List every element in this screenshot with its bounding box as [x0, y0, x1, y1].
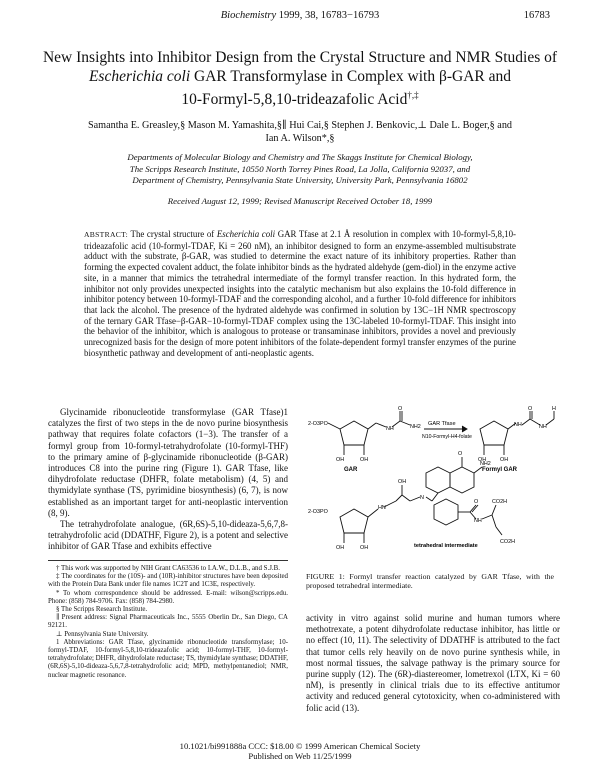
title-line-1: New Insights into Inhibitor Design from the Crystal Structure and NMR Studies of [42, 49, 558, 66]
title-line-3: 10-Formyl-5,8,10-trideazafolic Acid†,‡ [181, 90, 419, 109]
label-enzyme: GAR Tfase [428, 421, 456, 427]
intro-paragraph-2: The tetrahydrofolate analogue, (6R,6S)-5,10-dideaza-5,6,7,8-tetrahydrofolic acid (DDATHF, Figure 2), is a potent and selective inhibitor of GAR Tfase and exhibits effective [48, 519, 288, 552]
label-nh: NH [386, 426, 394, 432]
label-oh: OH [500, 457, 509, 463]
label-oh: OH [360, 457, 369, 463]
page-footer [0, 741, 600, 762]
footnote: ‡ The coordinates for the (10S)- and (10R)-inhibitor structures have been deposited with the Protein Data Bank under file names 1C2T and 1C3E, respectively. [48, 573, 288, 589]
label-nh: NH [539, 424, 547, 430]
label-n: N [420, 495, 424, 501]
label-nh: NH [474, 518, 482, 524]
figure-1-reaction-scheme [306, 401, 560, 567]
footnote: § The Scripps Research Institute. [56, 606, 148, 614]
intro-paragraph-1: Glycinamide ribonucleotide transformylase (GAR Tfase)1 catalyzes the first of two steps in the de novo purine biosynthesis pathway that requires folate cofactors (1−3). The transfer of a formyl group from 10-formyl-tetrahydrofolate (10-formyl-THF) to the primary amine of β-glycinamide ribonucleotide (β-GAR) introduces C8 into the purine ring (Figure 1). GAR Tfase, like dihydrofolate reductase (DHFR, folate metabolism) (4, 5) and thymidylate synthase (TS, pyrimidine biosynthesis) (6, 7), is now established as an important target for anti-neoplastic intervention (8, 9). [48, 407, 288, 518]
article-title [40, 48, 560, 109]
footnote-divider [48, 560, 288, 561]
affiliation-line-2: The Scripps Research Institute, 10550 North Torrey Pines Road, La Jolla, California 92037, and [129, 163, 471, 174]
label-tetrahedral-intermediate: tetrahedral intermediate [414, 543, 478, 549]
label-co2h: CO2H [500, 539, 515, 545]
footnote: ∥ Present address: Signal Pharmaceuticals Inc., 5555 Oberlin Dr., San Diego, CA 92121. [48, 614, 288, 630]
citation: 1999, 38, 16783−16793 [278, 10, 380, 21]
label-nh2: NH2 [410, 424, 421, 430]
label-formyl-gar: Formyl GAR [482, 467, 518, 473]
footnote: † This work was supported by NIH Grant CA63536 to I.A.W., D.L.B., and S.J.B. [56, 565, 280, 572]
doi-copyright: 10.1021/bi991888a CCC: $18.00 © 1999 American Chemical Society [179, 741, 421, 751]
publication-date: Published on Web 11/25/1999 [248, 751, 352, 762]
authors-line-1: Samantha E. Greasley,§ Mason M. Yamashita,§∥ Hui Cai,§ Stephen J. Benkovic,⊥ Dale L. Boger,§ and [87, 120, 513, 131]
abstract-text: GAR Tfase at 2.1 Å resolution in complex with 10-formyl-5,8,10-trideazafolic acid (10-formyl-TDAF, Ki = 260 nM), an inhibitor designed to form an enzyme-assembled multisubstrate adduct with the substrate, β-GAR, was studied to determine the exact nature of its inhibitory properties. Rather than forming the expected covalent adduct, the folate inhibitor binds as the hydrated aldehyde (gem-diol) in the enzyme active site, in a manner that mimics the tetrahedral intermediate of the formyl transfer reaction. In this hydrated form, the inhibitor not only provides unexpected insights into the catalytic mechanism but also explains the 10-fold difference in inhibitor potency between 10-formyl-TDAF and the corresponding alcohol, and a further 10-fold difference for inhibitors that lack the alcohol. The presence of the hydrated aldehyde was confirmed in solution by 13C−1H NMR spectroscopy of the ternary GAR Tfase−β-GAR−10-formyl-TDAF complex using the 13C-labeled 10-formyl-TDAF. This insight into the behavior of the inhibitor, which is analogous to protease or transaminase inhibitors, provides a novel and previously unrecognized basis for the design of more potent inhibitors of the folate-dependent formyl transfer enzymes of the purine biosynthetic pathway and development of anti-neoplastic agents. [84, 229, 517, 358]
label-oh: OH [478, 457, 487, 463]
label-o: O [398, 406, 403, 412]
label-o: O [474, 499, 479, 505]
footnote: ⊥ Pennsylvania State University. [56, 630, 149, 638]
received-dates: Received August 12, 1999; Revised Manuscript Received October 18, 1999 [167, 196, 433, 206]
label-oh: OH [336, 545, 345, 551]
title-species: Escherichia coli [88, 68, 191, 85]
footnotes [48, 565, 288, 680]
label-gar: GAR [344, 467, 358, 473]
affiliation-line-1: Departments of Molecular Biology and Chemistry and The Skaggs Institute for Chemical Biology, [127, 152, 473, 162]
label-o: O [458, 451, 463, 457]
label-phosphate-intermediate: 2-O3PO [308, 509, 328, 515]
label-nh2: NH2 [480, 461, 491, 467]
label-h: H [552, 406, 556, 412]
label-o: O [528, 406, 533, 412]
body-left-column [48, 407, 288, 553]
body-right-column: activity in vitro against solid murine and human tumors where methotrexate, a potent dihydrofolate reductase inhibitor, has little or no effect (10, 11). The selectivity of DDATHF is attributed to the fact that tumor cells rely heavily on de novo purine synthesis while, in most normal tissues, the salvage pathway is the primary source for purine supply (12). The (6R)-diastereomer, lometrexol (LTX, Ki = 60 nM), is presently in clinical trials due to its effective antitumor activity and reduced general cytotoxicity, when co-administered with folic acid (13). [306, 613, 560, 713]
label-co2h: CO2H [492, 499, 507, 505]
label-hn: HN [378, 505, 386, 511]
abstract-label: ABSTRACT: [84, 230, 129, 239]
footnote: * To whom correspondence should be addressed. E-mail: wilson@scripps.edu. Phone: (858) 784-9706. Fax: (858) 784-2980. [48, 589, 288, 605]
authors-line-2: Ian A. Wilson*,§ [265, 133, 335, 144]
abstract: ABSTRACT: The crystal structure of Escherichia coli GAR Tfase at 2.1 Å resolution in complex with 10-formyl-5,8,10-trideazafolic acid (10-formyl-TDAF, Ki = 260 nM), an inhibitor designed to form an enzyme-assembled multisubstrate adduct with the substrate, β-GAR, was studied to determine the exact nature of its inhibitory properties. Rather than forming the expected covalent adduct, the folate inhibitor binds as the hydrated aldehyde (gem-diol) in the enzyme active site, in a manner that mimics the tetrahedral intermediate of the formyl transfer reaction. In this hydrated form, the inhibitor not only provides unexpected insights into the catalytic mechanism but also explains the 10-fold difference in inhibitor potency between 10-formyl-TDAF and the corresponding alcohol, and a further 10-fold difference for inhibitors that lack the alcohol. The presence of the hydrated aldehyde was confirmed in solution by 13C−1H NMR spectroscopy of the ternary GAR Tfase−β-GAR−10-formyl-TDAF complex using the 13C-labeled 10-formyl-TDAF. This insight into the behavior of the inhibitor, which is analogous to protease or transaminase inhibitors, provides a novel and previously unrecognized basis for the design of more potent inhibitors of the folate-dependent formyl transfer enzymes of the purine biosynthetic pathway and development of anti-neoplastic agents. [84, 229, 517, 358]
label-nh: NH [514, 422, 522, 428]
affiliation-line-3: Department of Chemistry, Pennsylvania State University, University Park, Pennsylvania 16802 [132, 175, 468, 185]
title-line-2: Escherichia coli GAR Transformylase in Complex with β-GAR and [88, 68, 512, 85]
label-oh: OH [336, 457, 345, 463]
title-footnote-marks: †,‡ [407, 90, 419, 100]
author-list [40, 119, 560, 145]
running-header [0, 10, 600, 21]
figure-1-caption: FIGURE 1: Formyl transfer reaction catalyzed by GAR Tfase, with the proposed tetrahedral intermediate. [306, 572, 554, 591]
label-oh: OH [398, 479, 407, 485]
label-oh: OH [360, 545, 369, 551]
page-number: 16783 [523, 10, 550, 21]
affiliations [40, 152, 560, 187]
label-phosphate-gar: 2-O3PO [308, 421, 328, 427]
journal-name: Biochemistry [220, 10, 277, 21]
footnote: 1 Abbreviations: GAR Tfase, glycinamide ribonucleotide transformylase; 10-formyl-TDAF, 10-formyl-5,8,10-trideazafolic acid; 10-formyl-THF, 10-formyl-tetrahydrofolate; DHFR, dihydrofolate reductase; TS, thymidylate synthase; DDATHF, (6R,6S)-5,10-dideaza-5,6,7,8-tetrahydrofolic acid; MPD, methylpentanediol; NMR, nuclear magnetic resonance. [48, 638, 288, 679]
label-cofactor: N10-Formyl-H4-folate [422, 434, 472, 440]
